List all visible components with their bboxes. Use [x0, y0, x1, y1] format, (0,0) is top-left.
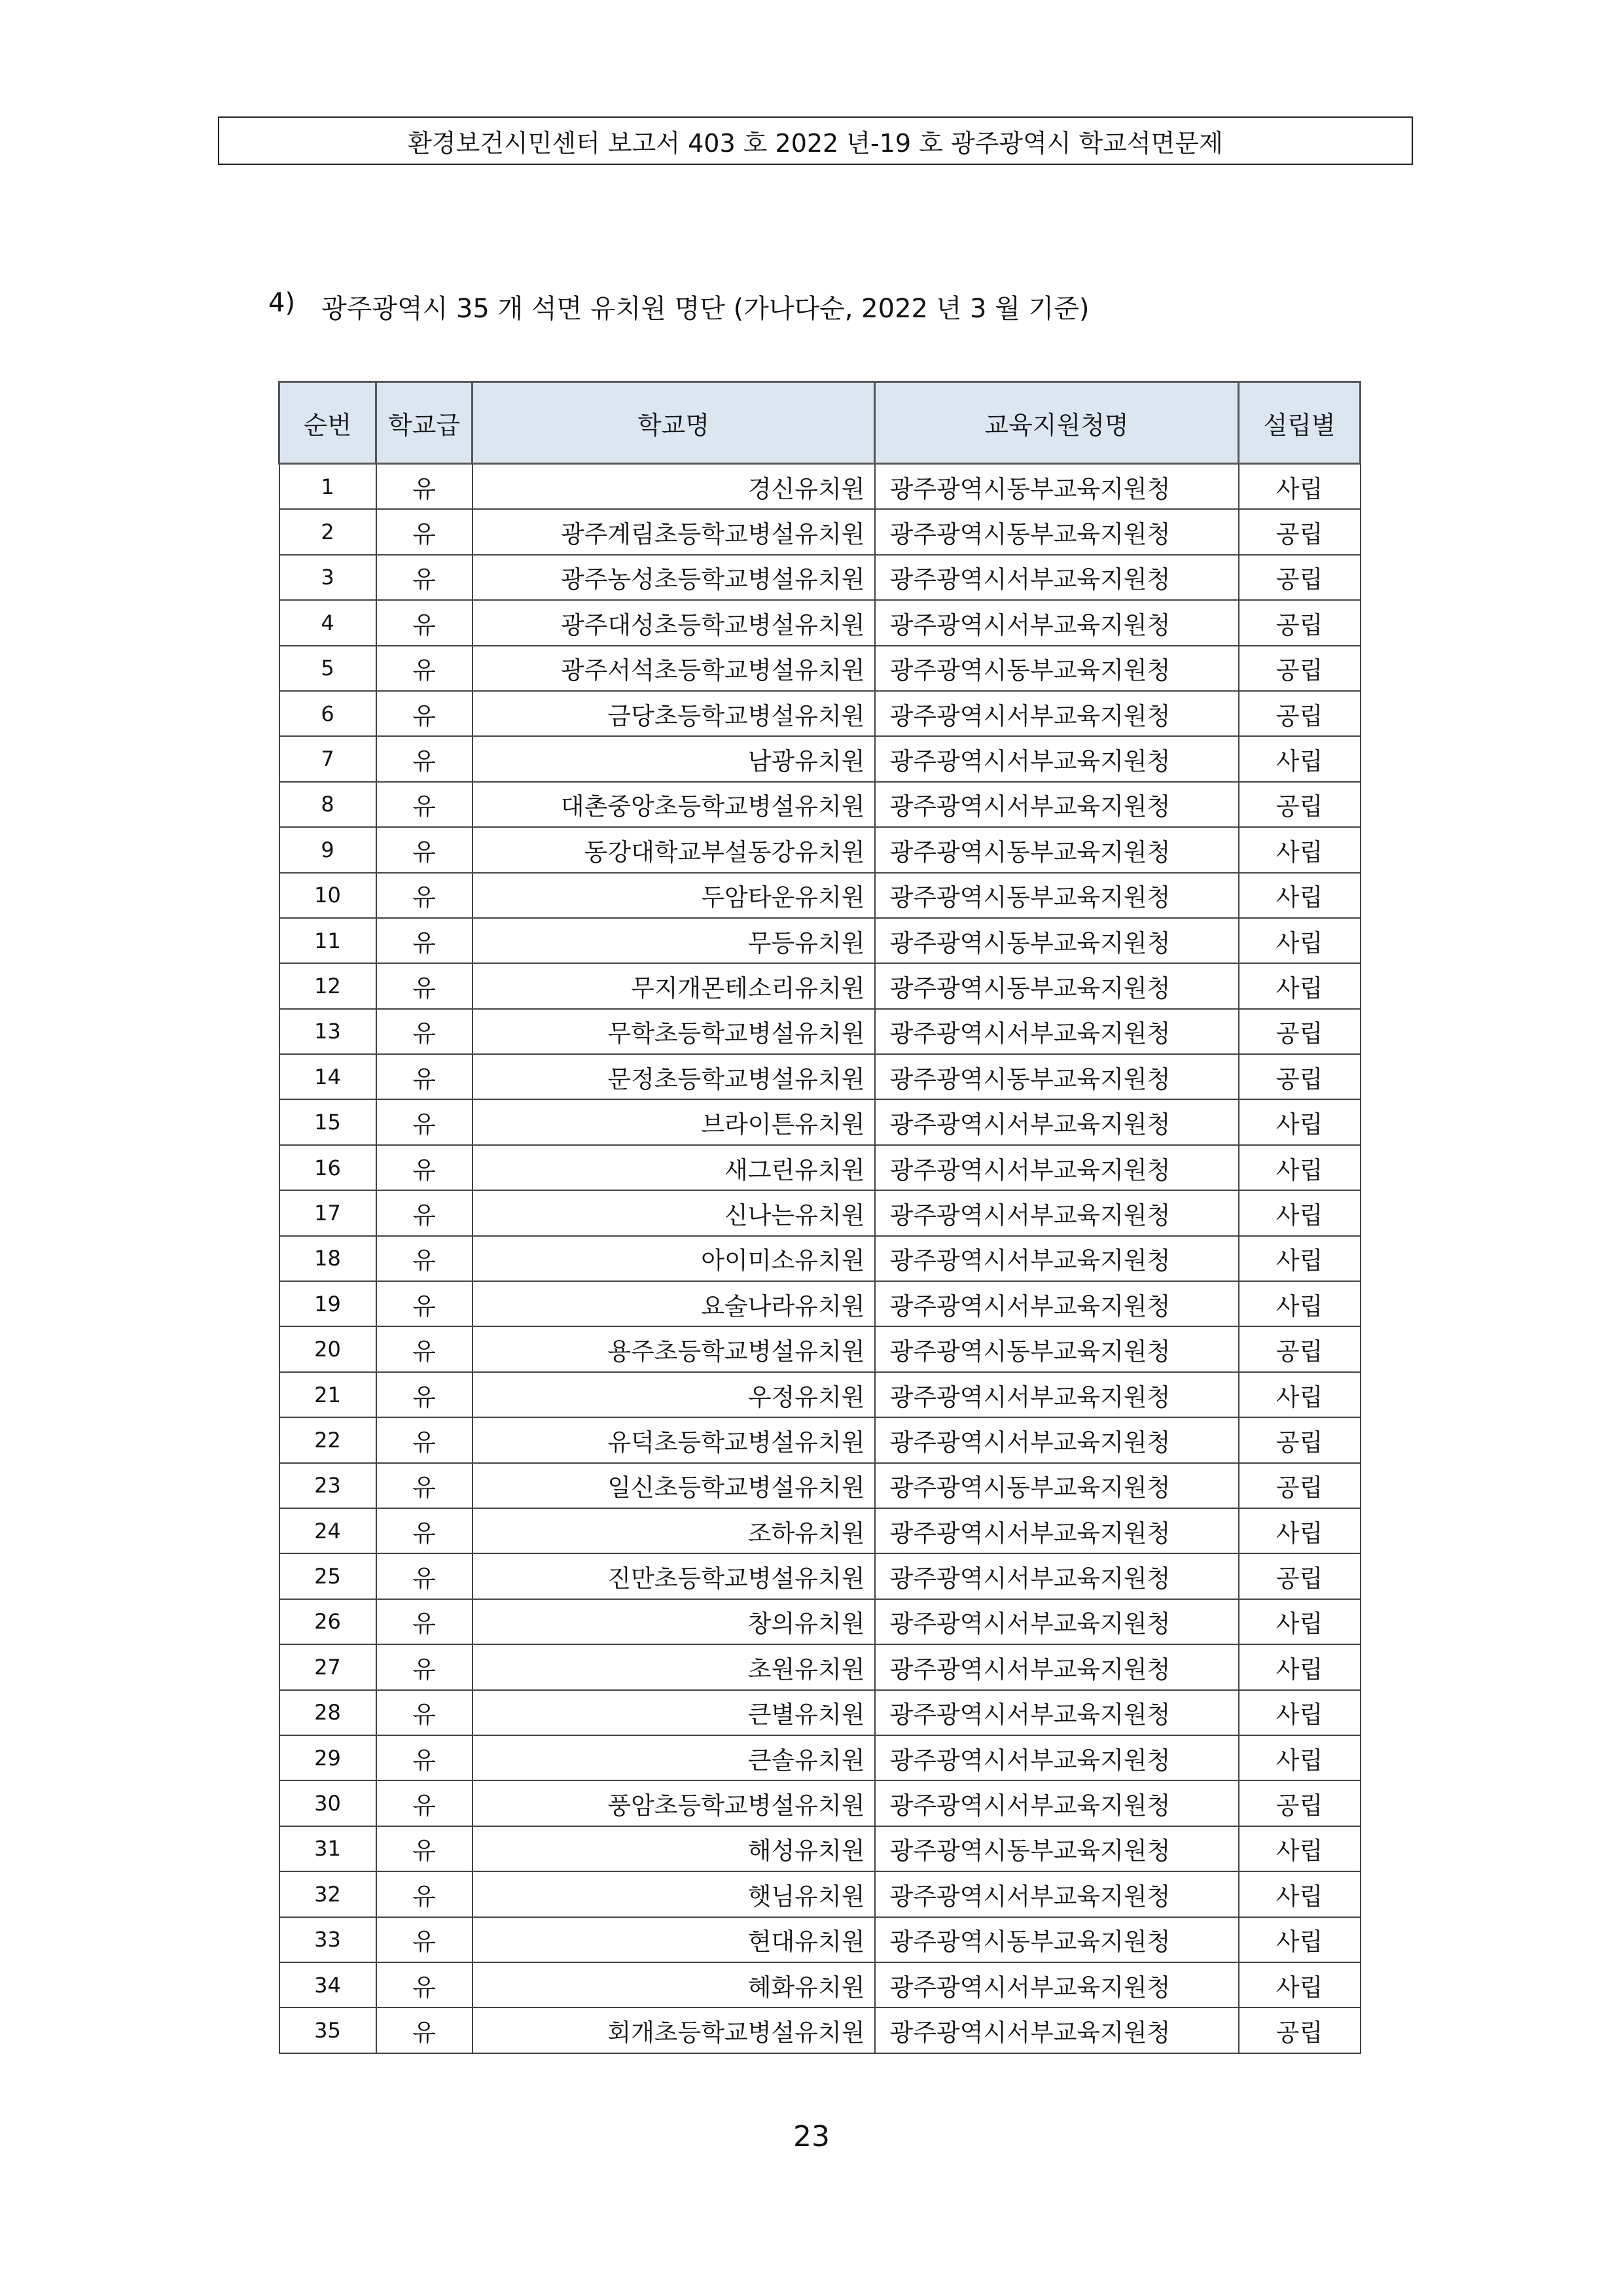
cell-school-name: 초원유치원 [473, 1644, 875, 1689]
cell-office: 광주광역시동부교육지원청 [875, 963, 1239, 1008]
cell-level: 유 [376, 963, 473, 1008]
cell-level: 유 [376, 1690, 473, 1735]
cell-level: 유 [376, 555, 473, 600]
table-row [279, 1917, 1361, 1962]
table-row [279, 1145, 1361, 1190]
cell-type: 공립 [1239, 1463, 1361, 1508]
cell-school-name: 큰별유치원 [473, 1690, 875, 1735]
cell-type: 공립 [1239, 1780, 1361, 1826]
cell-level: 유 [376, 1871, 473, 1916]
cell-type: 사립 [1239, 1145, 1361, 1190]
cell-school-name: 해성유치원 [473, 1826, 875, 1871]
cell-school-name: 창의유치원 [473, 1599, 875, 1644]
table-row [279, 918, 1361, 963]
cell-level: 유 [376, 1735, 473, 1780]
cell-office: 광주광역시동부교육지원청 [875, 1826, 1239, 1871]
cell-level: 유 [376, 691, 473, 736]
cell-school-name: 조하유치원 [473, 1508, 875, 1553]
cell-school-name: 우정유치원 [473, 1372, 875, 1417]
cell-office: 광주광역시서부교육지원청 [875, 1690, 1239, 1735]
table-row [279, 2007, 1361, 2053]
cell-type: 공립 [1239, 1417, 1361, 1462]
col-header-school-name: 학교명 [473, 382, 875, 464]
cell-level: 유 [376, 827, 473, 872]
cell-school-name: 무학초등학교병설유치원 [473, 1009, 875, 1054]
cell-school-name: 무등유치원 [473, 918, 875, 963]
cell-number: 13 [279, 1009, 376, 1054]
cell-number: 7 [279, 736, 376, 781]
cell-office: 광주광역시서부교육지원청 [875, 555, 1239, 600]
kindergarten-table [278, 381, 1361, 2054]
cell-type: 공립 [1239, 555, 1361, 600]
cell-office: 광주광역시서부교육지원청 [875, 1508, 1239, 1553]
cell-type: 공립 [1239, 1009, 1361, 1054]
cell-number: 34 [279, 1962, 376, 2007]
cell-school-name: 광주계림초등학교병설유치원 [473, 509, 875, 554]
report-header-text: 환경보건시민센터 보고서 403 호 2022 년-19 호 광주광역시 학교석면문제 [408, 128, 1223, 158]
cell-type: 사립 [1239, 827, 1361, 872]
cell-office: 광주광역시서부교육지원청 [875, 1599, 1239, 1644]
cell-number: 6 [279, 691, 376, 736]
cell-type: 사립 [1239, 1599, 1361, 1644]
table-body [279, 464, 1361, 2053]
cell-type: 사립 [1239, 1826, 1361, 1871]
cell-school-name: 풍암초등학교병설유치원 [473, 1780, 875, 1826]
table-row [279, 1735, 1361, 1780]
cell-type: 사립 [1239, 918, 1361, 963]
cell-level: 유 [376, 918, 473, 963]
cell-office: 광주광역시서부교육지원청 [875, 1009, 1239, 1054]
cell-office: 광주광역시서부교육지원청 [875, 1145, 1239, 1190]
cell-level: 유 [376, 1054, 473, 1099]
cell-number: 28 [279, 1690, 376, 1735]
cell-level: 유 [376, 1553, 473, 1598]
col-header-type: 설립별 [1239, 382, 1361, 464]
cell-school-name: 혜화유치원 [473, 1962, 875, 2007]
cell-office: 광주광역시동부교육지원청 [875, 509, 1239, 554]
cell-school-name: 대촌중앙초등학교병설유치원 [473, 782, 875, 827]
table-row [279, 963, 1361, 1008]
cell-number: 15 [279, 1099, 376, 1144]
cell-level: 유 [376, 1099, 473, 1144]
cell-number: 27 [279, 1644, 376, 1689]
table-row [279, 873, 1361, 918]
cell-type: 사립 [1239, 1099, 1361, 1144]
cell-office: 광주광역시서부교육지원청 [875, 600, 1239, 645]
cell-office: 광주광역시동부교육지원청 [875, 646, 1239, 691]
cell-type: 사립 [1239, 1644, 1361, 1689]
section-title: 광주광역시 35 개 석면 유치원 명단 (가나다순, 2022 년 3 월 기준) [321, 294, 1090, 324]
cell-type: 사립 [1239, 1690, 1361, 1735]
table-row [279, 1508, 1361, 1553]
cell-school-name: 남광유치원 [473, 736, 875, 781]
table-row [279, 1962, 1361, 2007]
cell-number: 30 [279, 1780, 376, 1826]
cell-office: 광주광역시서부교육지원청 [875, 1780, 1239, 1826]
cell-school-name: 경신유치원 [473, 464, 875, 510]
col-header-office: 교육지원청명 [875, 382, 1239, 464]
table-row [279, 827, 1361, 872]
cell-level: 유 [376, 2007, 473, 2053]
table-row [279, 1780, 1361, 1826]
table-row [279, 646, 1361, 691]
cell-level: 유 [376, 646, 473, 691]
cell-school-name: 큰솔유치원 [473, 1735, 875, 1780]
cell-level: 유 [376, 1190, 473, 1235]
cell-type: 사립 [1239, 1236, 1361, 1281]
cell-office: 광주광역시서부교육지원청 [875, 1871, 1239, 1916]
table-row [279, 736, 1361, 781]
cell-school-name: 광주서석초등학교병설유치원 [473, 646, 875, 691]
cell-type: 사립 [1239, 963, 1361, 1008]
cell-type: 사립 [1239, 1281, 1361, 1326]
cell-number: 12 [279, 963, 376, 1008]
cell-level: 유 [376, 873, 473, 918]
cell-level: 유 [376, 600, 473, 645]
cell-school-name: 문정초등학교병설유치원 [473, 1054, 875, 1099]
cell-number: 16 [279, 1145, 376, 1190]
cell-number: 11 [279, 918, 376, 963]
table-row [279, 1871, 1361, 1916]
cell-number: 20 [279, 1326, 376, 1371]
cell-school-name: 용주초등학교병설유치원 [473, 1326, 875, 1371]
table-row [279, 1236, 1361, 1281]
cell-school-name: 광주농성초등학교병설유치원 [473, 555, 875, 600]
table-row [279, 1690, 1361, 1735]
cell-type: 공립 [1239, 509, 1361, 554]
table-row [279, 464, 1361, 510]
cell-office: 광주광역시서부교육지원청 [875, 1962, 1239, 2007]
kindergarten-table-container [278, 381, 1359, 2054]
cell-office: 광주광역시서부교육지원청 [875, 691, 1239, 736]
cell-level: 유 [376, 1009, 473, 1054]
cell-type: 사립 [1239, 1735, 1361, 1780]
table-row [279, 1463, 1361, 1508]
cell-level: 유 [376, 1281, 473, 1326]
cell-number: 26 [279, 1599, 376, 1644]
cell-number: 33 [279, 1917, 376, 1962]
cell-school-name: 회개초등학교병설유치원 [473, 2007, 875, 2053]
cell-school-name: 무지개몬테소리유치원 [473, 963, 875, 1008]
cell-number: 32 [279, 1871, 376, 1916]
table-row [279, 1644, 1361, 1689]
cell-office: 광주광역시서부교육지원청 [875, 782, 1239, 827]
cell-number: 22 [279, 1417, 376, 1462]
cell-office: 광주광역시동부교육지원청 [875, 873, 1239, 918]
table-row [279, 1054, 1361, 1099]
cell-number: 24 [279, 1508, 376, 1553]
cell-level: 유 [376, 1236, 473, 1281]
cell-school-name: 두암타운유치원 [473, 873, 875, 918]
cell-level: 유 [376, 1917, 473, 1962]
cell-type: 공립 [1239, 1326, 1361, 1371]
cell-school-name: 요술나라유치원 [473, 1281, 875, 1326]
cell-type: 공립 [1239, 600, 1361, 645]
cell-number: 1 [279, 464, 376, 510]
cell-type: 사립 [1239, 1508, 1361, 1553]
cell-number: 21 [279, 1372, 376, 1417]
cell-level: 유 [376, 1599, 473, 1644]
cell-level: 유 [376, 736, 473, 781]
cell-number: 18 [279, 1236, 376, 1281]
cell-office: 광주광역시동부교육지원청 [875, 1463, 1239, 1508]
cell-level: 유 [376, 509, 473, 554]
cell-number: 19 [279, 1281, 376, 1326]
report-header [218, 116, 1413, 165]
cell-number: 31 [279, 1826, 376, 1871]
cell-office: 광주광역시동부교육지원청 [875, 1326, 1239, 1371]
table-row [279, 509, 1361, 554]
cell-office: 광주광역시서부교육지원청 [875, 1190, 1239, 1235]
cell-office: 광주광역시동부교육지원청 [875, 918, 1239, 963]
cell-school-name: 새그린유치원 [473, 1145, 875, 1190]
cell-number: 35 [279, 2007, 376, 2053]
col-header-number: 순번 [279, 382, 376, 464]
cell-number: 10 [279, 873, 376, 918]
table-row [279, 1190, 1361, 1235]
cell-type: 사립 [1239, 1372, 1361, 1417]
cell-type: 공립 [1239, 2007, 1361, 2053]
cell-level: 유 [376, 1372, 473, 1417]
cell-level: 유 [376, 464, 473, 510]
table-header-row [279, 382, 1361, 464]
cell-number: 9 [279, 827, 376, 872]
cell-office: 광주광역시서부교육지원청 [875, 1372, 1239, 1417]
table-row [279, 1417, 1361, 1462]
cell-type: 사립 [1239, 873, 1361, 918]
table-row [279, 1009, 1361, 1054]
cell-office: 광주광역시동부교육지원청 [875, 827, 1239, 872]
cell-number: 14 [279, 1054, 376, 1099]
cell-school-name: 광주대성초등학교병설유치원 [473, 600, 875, 645]
cell-type: 사립 [1239, 1190, 1361, 1235]
cell-level: 유 [376, 1644, 473, 1689]
cell-office: 광주광역시서부교육지원청 [875, 1553, 1239, 1598]
cell-level: 유 [376, 782, 473, 827]
cell-number: 5 [279, 646, 376, 691]
cell-type: 사립 [1239, 1871, 1361, 1916]
table-row [279, 782, 1361, 827]
table-row [279, 1326, 1361, 1371]
cell-number: 29 [279, 1735, 376, 1780]
table-row [279, 555, 1361, 600]
table-row [279, 1372, 1361, 1417]
cell-office: 광주광역시서부교육지원청 [875, 1099, 1239, 1144]
cell-number: 17 [279, 1190, 376, 1235]
cell-type: 사립 [1239, 464, 1361, 510]
cell-school-name: 진만초등학교병설유치원 [473, 1553, 875, 1598]
cell-office: 광주광역시서부교육지원청 [875, 1236, 1239, 1281]
cell-office: 광주광역시동부교육지원청 [875, 464, 1239, 510]
table-row [279, 1599, 1361, 1644]
cell-school-name: 동강대학교부설동강유치원 [473, 827, 875, 872]
table-row [279, 1281, 1361, 1326]
cell-number: 8 [279, 782, 376, 827]
cell-office: 광주광역시서부교육지원청 [875, 736, 1239, 781]
table-row [279, 600, 1361, 645]
cell-level: 유 [376, 1417, 473, 1462]
cell-type: 공립 [1239, 691, 1361, 736]
cell-office: 광주광역시동부교육지원청 [875, 1054, 1239, 1099]
cell-level: 유 [376, 1826, 473, 1871]
cell-level: 유 [376, 1145, 473, 1190]
cell-office: 광주광역시서부교육지원청 [875, 1644, 1239, 1689]
table-row [279, 1553, 1361, 1598]
cell-school-name: 햇님유치원 [473, 1871, 875, 1916]
cell-number: 2 [279, 509, 376, 554]
cell-number: 4 [279, 600, 376, 645]
cell-type: 공립 [1239, 1553, 1361, 1598]
cell-type: 사립 [1239, 1962, 1361, 2007]
cell-school-name: 금당초등학교병설유치원 [473, 691, 875, 736]
table-row [279, 1099, 1361, 1144]
cell-office: 광주광역시동부교육지원청 [875, 1917, 1239, 1962]
cell-school-name: 일신초등학교병설유치원 [473, 1463, 875, 1508]
cell-level: 유 [376, 1326, 473, 1371]
cell-school-name: 브라이튼유치원 [473, 1099, 875, 1144]
table-row [279, 1826, 1361, 1871]
cell-level: 유 [376, 1508, 473, 1553]
cell-office: 광주광역시서부교육지원청 [875, 1417, 1239, 1462]
cell-type: 공립 [1239, 1054, 1361, 1099]
cell-school-name: 현대유치원 [473, 1917, 875, 1962]
cell-type: 공립 [1239, 782, 1361, 827]
page-number: 23 [793, 2120, 830, 2153]
cell-level: 유 [376, 1463, 473, 1508]
cell-school-name: 유덕초등학교병설유치원 [473, 1417, 875, 1462]
col-header-level: 학교급 [376, 382, 473, 464]
cell-office: 광주광역시서부교육지원청 [875, 2007, 1239, 2053]
table-row [279, 691, 1361, 736]
cell-office: 광주광역시서부교육지원청 [875, 1735, 1239, 1780]
cell-school-name: 신나는유치원 [473, 1190, 875, 1235]
cell-type: 공립 [1239, 646, 1361, 691]
section-heading [268, 288, 1089, 325]
cell-office: 광주광역시서부교육지원청 [875, 1281, 1239, 1326]
cell-type: 사립 [1239, 1917, 1361, 1962]
cell-type: 사립 [1239, 736, 1361, 781]
cell-level: 유 [376, 1780, 473, 1826]
cell-number: 23 [279, 1463, 376, 1508]
cell-level: 유 [376, 1962, 473, 2007]
cell-number: 25 [279, 1553, 376, 1598]
cell-number: 3 [279, 555, 376, 600]
cell-school-name: 아이미소유치원 [473, 1236, 875, 1281]
section-number: 4) [268, 288, 296, 318]
